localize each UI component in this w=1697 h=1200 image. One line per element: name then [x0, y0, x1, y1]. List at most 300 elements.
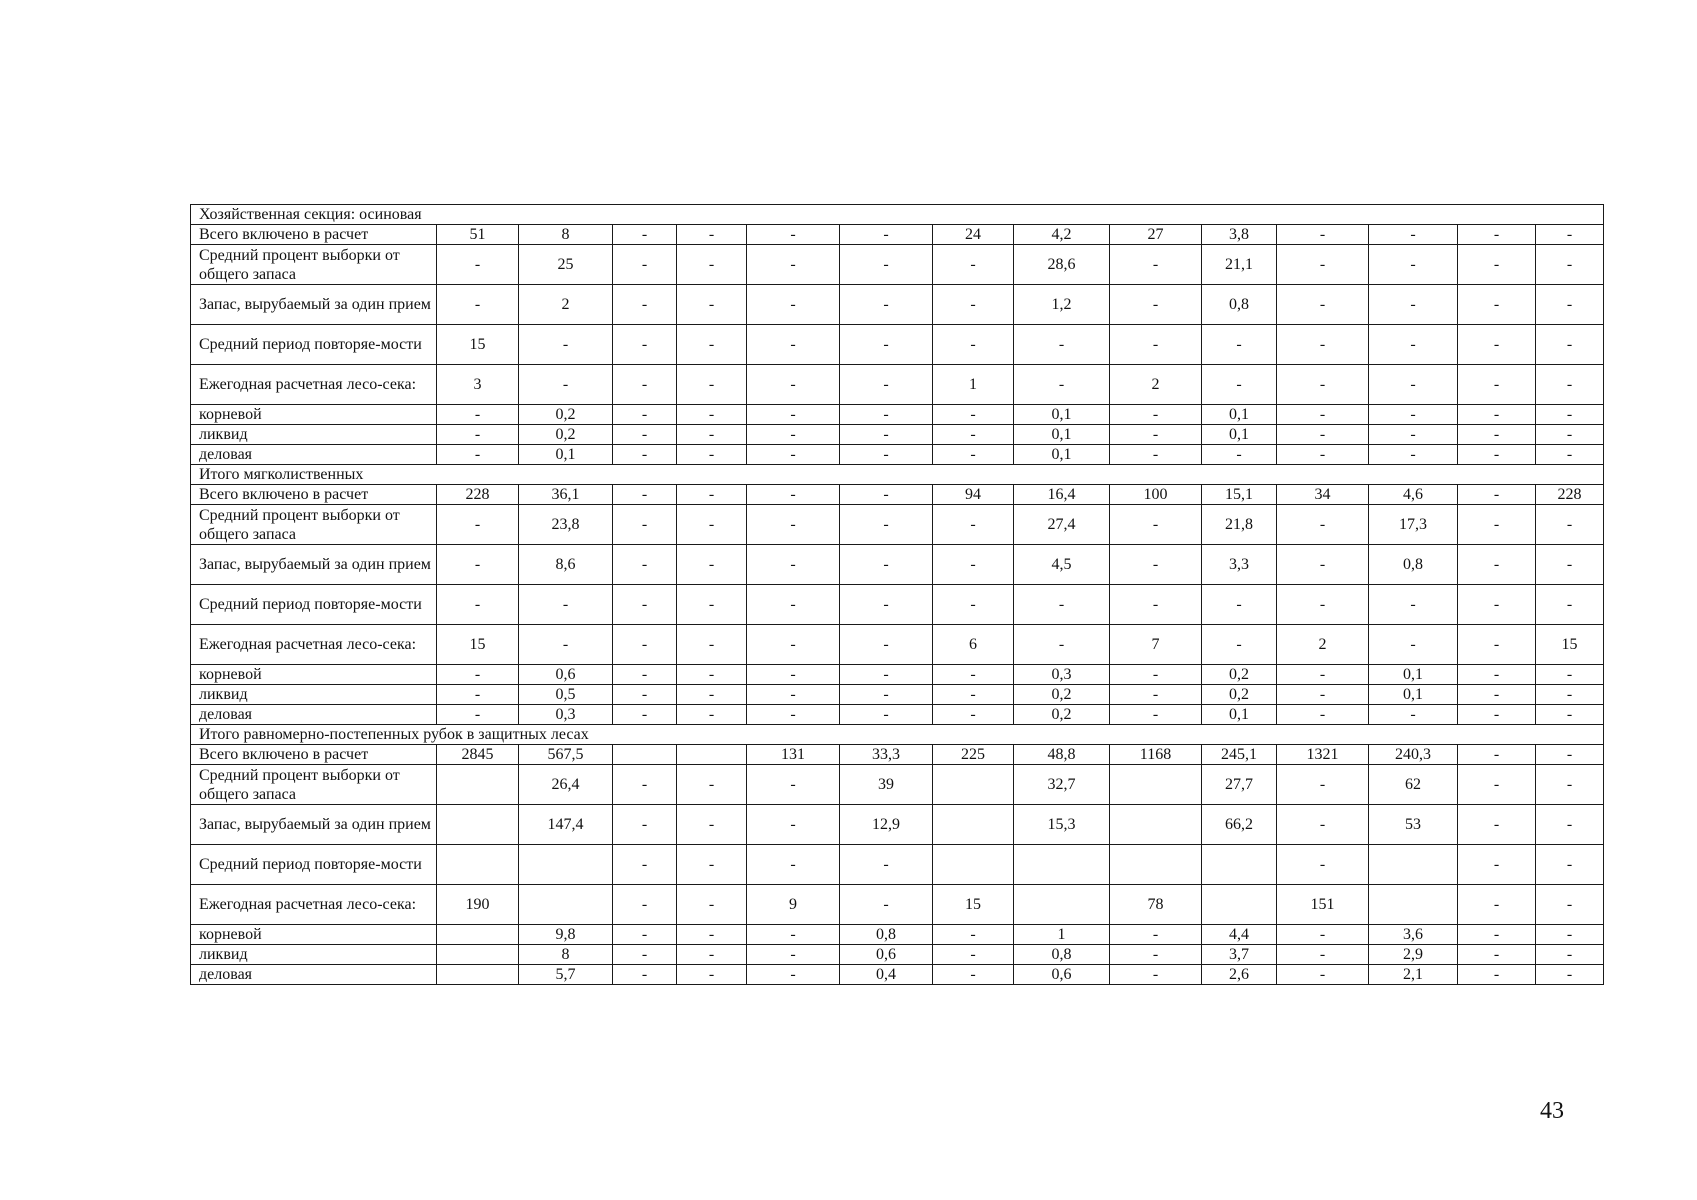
table-cell: -	[840, 685, 933, 705]
row-label: деловая	[191, 965, 437, 985]
table-cell: 15,1	[1202, 485, 1277, 505]
table-cell: -	[1277, 285, 1369, 325]
table-cell: -	[933, 585, 1014, 625]
table-cell: -	[1110, 685, 1202, 705]
table-cell: -	[613, 885, 677, 925]
table-cell: -	[1277, 545, 1369, 585]
table-cell: -	[1277, 325, 1369, 365]
table-cell: 24	[933, 225, 1014, 245]
row-label: Средний период повторяе-мости	[191, 845, 437, 885]
table-cell: -	[677, 545, 747, 585]
row-label: Средний процент выборки от общего запаса	[191, 505, 437, 545]
row-label: Всего включено в расчет	[191, 225, 437, 245]
table-cell: -	[1277, 845, 1369, 885]
table-cell: 0,1	[1369, 665, 1458, 685]
table-cell: -	[840, 325, 933, 365]
table-cell: -	[437, 405, 519, 425]
table-cell: 27,4	[1014, 505, 1110, 545]
table-cell: -	[840, 285, 933, 325]
table-cell: 8	[519, 945, 613, 965]
table-cell: -	[613, 765, 677, 805]
table-cell: -	[1369, 705, 1458, 725]
table-row	[191, 945, 1604, 965]
table-row	[191, 925, 1604, 945]
table-cell	[1014, 885, 1110, 925]
table-cell: 12,9	[840, 805, 933, 845]
table-cell: 21,1	[1202, 245, 1277, 285]
table-cell: -	[437, 505, 519, 545]
table-cell: -	[613, 925, 677, 945]
table-cell: -	[747, 685, 840, 705]
table-cell: -	[1277, 425, 1369, 445]
table-cell	[437, 925, 519, 945]
table-cell: 2	[1277, 625, 1369, 665]
table-cell: 1,2	[1014, 285, 1110, 325]
table-cell: 3,8	[1202, 225, 1277, 245]
table-row	[191, 365, 1604, 405]
table-cell: -	[747, 405, 840, 425]
table-cell: 27,7	[1202, 765, 1277, 805]
table-cell: -	[1458, 405, 1536, 425]
table-cell: -	[840, 405, 933, 425]
table-cell	[1014, 845, 1110, 885]
row-label: Средний период повторяе-мости	[191, 585, 437, 625]
table-cell: 0,4	[840, 965, 933, 985]
table-cell: -	[1458, 885, 1536, 925]
table-cell: 21,8	[1202, 505, 1277, 545]
table-cell: 0,1	[1014, 405, 1110, 425]
table-cell: 0,2	[1202, 665, 1277, 685]
table-cell	[437, 845, 519, 885]
forest-data-table	[190, 204, 1604, 985]
table-row	[191, 805, 1604, 845]
table-cell: -	[933, 705, 1014, 725]
table-cell: -	[613, 445, 677, 465]
table-cell: -	[747, 925, 840, 945]
table-cell: -	[1110, 405, 1202, 425]
table-cell: -	[677, 445, 747, 465]
table-row	[191, 285, 1604, 325]
table-cell: -	[1536, 845, 1604, 885]
table-cell: 0,8	[1369, 545, 1458, 585]
table-cell: 4,4	[1202, 925, 1277, 945]
table-cell: 0,8	[840, 925, 933, 945]
table-cell: 51	[437, 225, 519, 245]
table-cell: -	[677, 965, 747, 985]
table-cell: -	[613, 285, 677, 325]
table-cell: -	[613, 245, 677, 285]
table-cell: -	[1110, 245, 1202, 285]
table-cell: 0,1	[1369, 685, 1458, 705]
table-cell: 0,1	[1014, 445, 1110, 465]
table-cell: -	[1369, 285, 1458, 325]
table-cell: 1321	[1277, 745, 1369, 765]
table-cell: -	[677, 425, 747, 445]
table-cell: -	[933, 325, 1014, 365]
table-cell: 62	[1369, 765, 1458, 805]
table-cell	[437, 965, 519, 985]
table-cell: -	[1014, 325, 1110, 365]
table-cell: -	[933, 405, 1014, 425]
table-cell: -	[437, 545, 519, 585]
table-cell: -	[613, 665, 677, 685]
table-cell: -	[1458, 965, 1536, 985]
table-cell: 2	[1110, 365, 1202, 405]
table-cell: -	[1458, 805, 1536, 845]
table-cell: -	[747, 625, 840, 665]
table-cell	[933, 765, 1014, 805]
table-cell: -	[1536, 745, 1604, 765]
table-cell: -	[1536, 545, 1604, 585]
table-cell: -	[747, 245, 840, 285]
table-cell: -	[613, 705, 677, 725]
table-cell: -	[1458, 545, 1536, 585]
table-cell: -	[933, 445, 1014, 465]
table-cell: 23,8	[519, 505, 613, 545]
table-cell	[1110, 805, 1202, 845]
table-cell: -	[1536, 365, 1604, 405]
table-cell: 8,6	[519, 545, 613, 585]
table-cell: 3	[437, 365, 519, 405]
table-cell: -	[677, 925, 747, 945]
table-cell: -	[1369, 585, 1458, 625]
table-cell: -	[677, 885, 747, 925]
table-cell: -	[1458, 225, 1536, 245]
table-cell: -	[1458, 945, 1536, 965]
table-cell: 2	[519, 285, 613, 325]
table-cell: -	[1369, 445, 1458, 465]
table-cell: -	[677, 585, 747, 625]
table-cell	[1202, 845, 1277, 885]
table-cell: -	[747, 805, 840, 845]
row-label: ликвид	[191, 425, 437, 445]
table-cell: -	[747, 365, 840, 405]
section-header-row	[191, 465, 1604, 485]
table-cell: 15	[437, 325, 519, 365]
table-cell: -	[840, 245, 933, 285]
table-row	[191, 325, 1604, 365]
table-cell: -	[1369, 225, 1458, 245]
table-cell: 32,7	[1014, 765, 1110, 805]
table-cell: -	[1277, 245, 1369, 285]
table-cell: -	[1277, 405, 1369, 425]
table-cell: -	[1536, 705, 1604, 725]
table-cell: 4,6	[1369, 485, 1458, 505]
table-cell: -	[1536, 225, 1604, 245]
table-cell: 567,5	[519, 745, 613, 765]
table-cell: -	[933, 965, 1014, 985]
table-cell: -	[677, 365, 747, 405]
table-cell: -	[1536, 965, 1604, 985]
table-cell: -	[677, 245, 747, 285]
table-cell: -	[1110, 945, 1202, 965]
section-title: Итого мягколиственных	[191, 465, 1604, 485]
table-cell: -	[933, 665, 1014, 685]
table-cell: -	[1458, 425, 1536, 445]
table-cell: 4,5	[1014, 545, 1110, 585]
row-label: Запас, вырубаемый за один прием	[191, 805, 437, 845]
table-cell	[613, 745, 677, 765]
table-cell: -	[677, 625, 747, 665]
table-cell: -	[519, 585, 613, 625]
row-label: ликвид	[191, 685, 437, 705]
table-cell: -	[933, 685, 1014, 705]
table-cell: 0,6	[519, 665, 613, 685]
table-cell: 6	[933, 625, 1014, 665]
table-cell: -	[1202, 625, 1277, 665]
table-cell: -	[1536, 805, 1604, 845]
table-cell: -	[1458, 325, 1536, 365]
table-cell	[677, 745, 747, 765]
table-cell: 0,1	[1202, 405, 1277, 425]
table-cell: -	[1369, 405, 1458, 425]
table-cell: -	[1277, 945, 1369, 965]
table-cell: 0,1	[1202, 705, 1277, 725]
table-cell: -	[1536, 505, 1604, 545]
table-cell	[437, 805, 519, 845]
table-cell: -	[677, 805, 747, 845]
table-cell: 228	[437, 485, 519, 505]
section-title: Итого равномерно-постепенных рубок в защитных лесах	[191, 725, 1604, 745]
table-cell: -	[519, 625, 613, 665]
table-cell: -	[1110, 965, 1202, 985]
table-cell: -	[840, 505, 933, 545]
table-cell: -	[933, 425, 1014, 445]
table-cell: -	[1110, 505, 1202, 545]
table-cell: -	[1277, 445, 1369, 465]
table-cell: -	[1110, 325, 1202, 365]
table-cell: -	[1110, 665, 1202, 685]
table-cell: 225	[933, 745, 1014, 765]
table-cell: -	[677, 765, 747, 805]
table-cell: -	[1458, 685, 1536, 705]
table-cell: -	[840, 585, 933, 625]
table-cell: -	[613, 965, 677, 985]
table-cell: 33,3	[840, 745, 933, 765]
table-cell: -	[747, 705, 840, 725]
table-cell: -	[677, 325, 747, 365]
table-cell: -	[747, 225, 840, 245]
table-cell: -	[933, 245, 1014, 285]
row-label: деловая	[191, 705, 437, 725]
table-row	[191, 845, 1604, 885]
table-cell: -	[1277, 365, 1369, 405]
table-cell	[1369, 845, 1458, 885]
table-cell: -	[1536, 285, 1604, 325]
table-cell: -	[437, 665, 519, 685]
table-cell: -	[933, 945, 1014, 965]
table-cell: -	[1110, 925, 1202, 945]
table-cell: 27	[1110, 225, 1202, 245]
table-cell: -	[1458, 245, 1536, 285]
table-cell: -	[1458, 625, 1536, 665]
table-cell: -	[1202, 325, 1277, 365]
table-cell: -	[747, 845, 840, 885]
table-cell: -	[1458, 505, 1536, 545]
table-cell: -	[1458, 845, 1536, 885]
table-cell: 0,5	[519, 685, 613, 705]
table-cell: -	[747, 545, 840, 585]
table-cell: -	[840, 225, 933, 245]
row-label: корневой	[191, 925, 437, 945]
table-cell: -	[1202, 585, 1277, 625]
table-cell: -	[1277, 685, 1369, 705]
table-cell: 3,3	[1202, 545, 1277, 585]
table-cell: -	[437, 245, 519, 285]
table-row	[191, 445, 1604, 465]
table-cell: 39	[840, 765, 933, 805]
table-cell: -	[840, 425, 933, 445]
table-cell: -	[1369, 365, 1458, 405]
table-cell: -	[747, 765, 840, 805]
table-cell: 15	[933, 885, 1014, 925]
table-cell: -	[437, 705, 519, 725]
table-cell: -	[840, 485, 933, 505]
table-cell: -	[519, 365, 613, 405]
table-cell: -	[933, 505, 1014, 545]
table-cell: -	[519, 325, 613, 365]
table-cell: 53	[1369, 805, 1458, 845]
section-title: Хозяйственная секция: осиновая	[191, 205, 1604, 225]
table-cell: -	[437, 425, 519, 445]
row-label: Всего включено в расчет	[191, 745, 437, 765]
table-cell: -	[613, 945, 677, 965]
table-cell	[437, 765, 519, 805]
table-row	[191, 765, 1604, 805]
table-cell: -	[1536, 245, 1604, 285]
row-label: Средний процент выборки от общего запаса	[191, 765, 437, 805]
table-cell: -	[613, 625, 677, 665]
table-row	[191, 625, 1604, 665]
table-cell: -	[1536, 585, 1604, 625]
table-cell: 66,2	[1202, 805, 1277, 845]
table-cell: 28,6	[1014, 245, 1110, 285]
table-cell: -	[1202, 445, 1277, 465]
page-number: 43	[1540, 1098, 1564, 1124]
table-cell	[933, 805, 1014, 845]
table-row	[191, 505, 1604, 545]
table-cell	[1110, 765, 1202, 805]
table-cell: -	[933, 925, 1014, 945]
table-cell: -	[1458, 765, 1536, 805]
table-row	[191, 585, 1604, 625]
table-cell: -	[747, 585, 840, 625]
table-cell: 0,8	[1014, 945, 1110, 965]
table-cell: -	[1458, 745, 1536, 765]
table-cell: -	[840, 885, 933, 925]
table-cell: -	[1458, 925, 1536, 945]
table-cell: -	[437, 285, 519, 325]
table-cell: -	[677, 405, 747, 425]
table-cell: -	[747, 505, 840, 545]
table-cell: -	[1536, 925, 1604, 945]
table-row	[191, 485, 1604, 505]
table-cell: -	[747, 485, 840, 505]
table-cell: -	[1277, 965, 1369, 985]
table-cell: 15,3	[1014, 805, 1110, 845]
table-cell: -	[1369, 245, 1458, 285]
table-cell: -	[1110, 445, 1202, 465]
table-cell: -	[1277, 765, 1369, 805]
table-cell: -	[677, 485, 747, 505]
table-cell: -	[1536, 885, 1604, 925]
table-cell: 0,2	[1202, 685, 1277, 705]
section-header-row	[191, 725, 1604, 745]
table-cell: 2845	[437, 745, 519, 765]
table-cell: 240,3	[1369, 745, 1458, 765]
table-cell: -	[437, 685, 519, 705]
table-cell: -	[613, 685, 677, 705]
table-cell: -	[677, 665, 747, 685]
table-cell: -	[747, 965, 840, 985]
table-cell	[1110, 845, 1202, 885]
table-cell: 2,1	[1369, 965, 1458, 985]
table-cell: 0,1	[519, 445, 613, 465]
table-cell: 78	[1110, 885, 1202, 925]
table-cell: 1168	[1110, 745, 1202, 765]
table-cell	[933, 845, 1014, 885]
row-label: Средний период повторяе-мости	[191, 325, 437, 365]
table-cell: -	[613, 585, 677, 625]
table-cell: -	[1014, 365, 1110, 405]
table-cell: 245,1	[1202, 745, 1277, 765]
table-cell: 0,2	[519, 405, 613, 425]
table-cell: -	[613, 225, 677, 245]
table-cell: -	[1536, 405, 1604, 425]
table-cell: -	[840, 365, 933, 405]
table-cell: -	[747, 945, 840, 965]
row-label: деловая	[191, 445, 437, 465]
table-cell: 147,4	[519, 805, 613, 845]
table-cell: -	[840, 625, 933, 665]
table-cell: -	[840, 545, 933, 585]
row-label: Ежегодная расчетная лесо-сека:	[191, 625, 437, 665]
table-cell: 0,3	[519, 705, 613, 725]
table-cell: -	[677, 285, 747, 325]
table-cell: -	[1110, 285, 1202, 325]
table-cell: -	[437, 585, 519, 625]
table-cell: -	[1110, 585, 1202, 625]
table-cell: -	[1014, 625, 1110, 665]
table-cell: 25	[519, 245, 613, 285]
table-cell: 16,4	[1014, 485, 1110, 505]
table-cell: -	[1536, 765, 1604, 805]
table-cell: -	[613, 505, 677, 545]
table-cell: 15	[437, 625, 519, 665]
table-cell: 1	[1014, 925, 1110, 945]
table-cell: -	[613, 805, 677, 845]
table-cell: -	[747, 285, 840, 325]
table-row	[191, 685, 1604, 705]
table-cell: -	[677, 945, 747, 965]
table-cell	[519, 845, 613, 885]
row-label: Запас, вырубаемый за один прием	[191, 545, 437, 585]
table-cell: -	[747, 325, 840, 365]
table-row	[191, 965, 1604, 985]
table-row	[191, 545, 1604, 585]
row-label: Всего включено в расчет	[191, 485, 437, 505]
row-label: Ежегодная расчетная лесо-сека:	[191, 365, 437, 405]
table-cell: 48,8	[1014, 745, 1110, 765]
table-cell: -	[677, 705, 747, 725]
table-cell: -	[1458, 445, 1536, 465]
table-cell: 0,2	[1014, 705, 1110, 725]
table-cell: -	[677, 845, 747, 885]
table-cell: -	[1536, 425, 1604, 445]
table-cell: -	[437, 445, 519, 465]
row-label: ликвид	[191, 945, 437, 965]
table-cell: 5,7	[519, 965, 613, 985]
